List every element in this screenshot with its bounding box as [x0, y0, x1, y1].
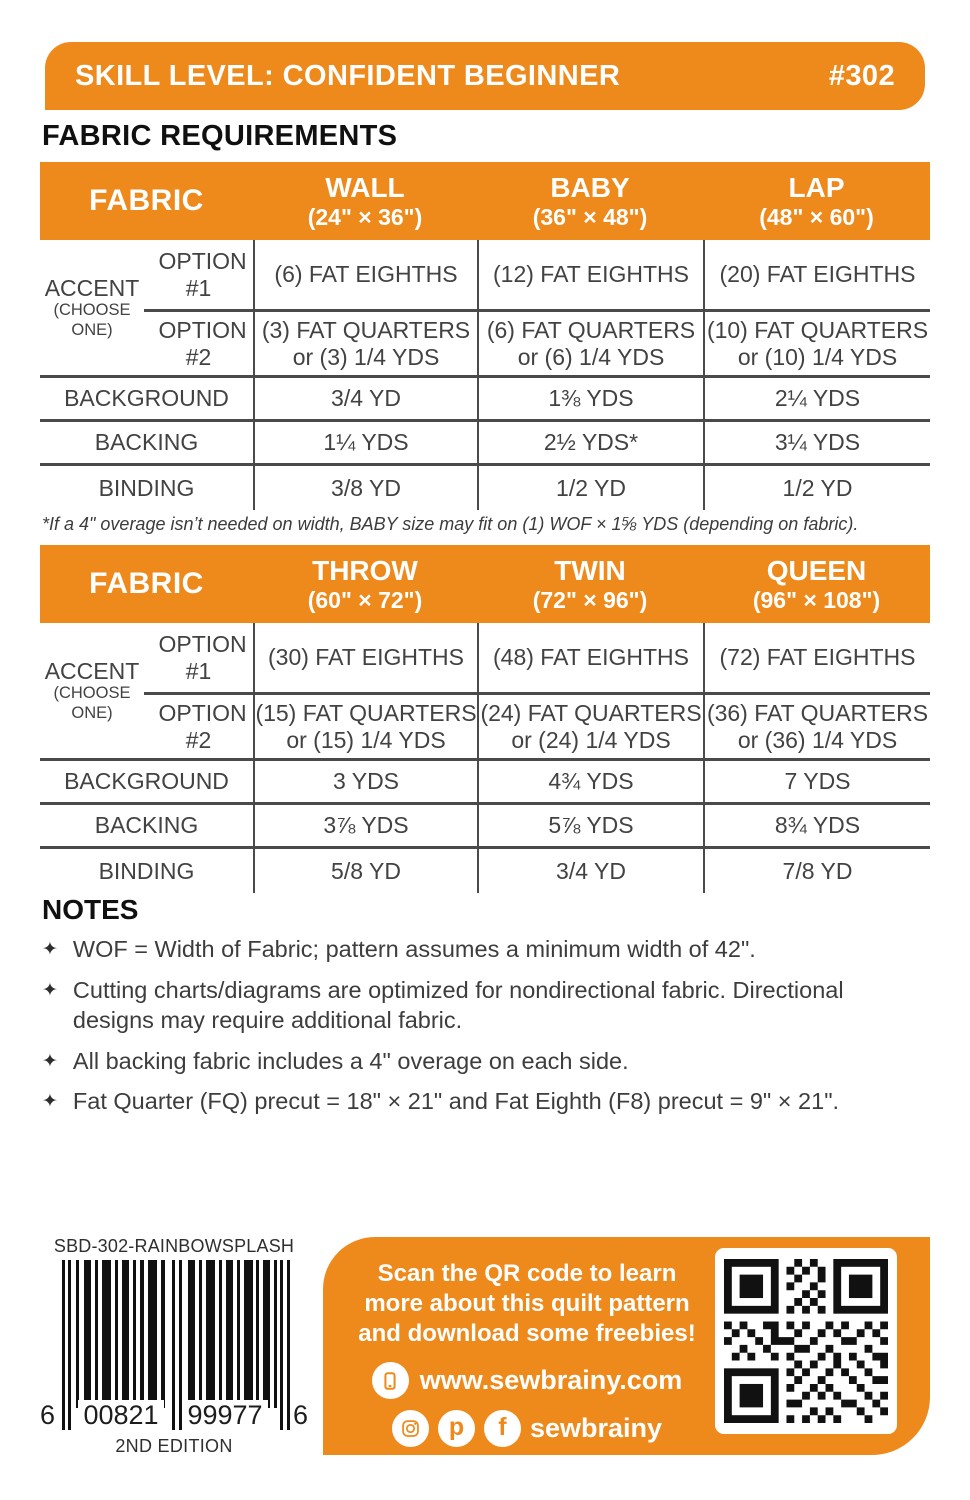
row-label-accent — [40, 240, 144, 378]
website-row — [339, 1362, 715, 1399]
table-cell: 1/2 YD — [703, 466, 930, 510]
size-name: BABY — [550, 171, 630, 203]
star-bullet-icon: ✦ — [42, 1090, 58, 1113]
column-header-wall — [253, 162, 477, 240]
note-item: ✦ All backing fabric includes a 4" overage on each side. — [42, 1046, 922, 1077]
skill-level-bar — [45, 42, 925, 110]
table-cell: (12) FAT EIGHTHS — [477, 240, 703, 312]
accent-label: ACCENT — [44, 657, 140, 684]
table-cell: 2¼ YDS — [703, 378, 930, 422]
accent-sublabel: (CHOOSE ONE) — [53, 301, 131, 339]
row-label-binding: BINDING — [98, 474, 195, 501]
website-text: www.sewbrainy.com — [419, 1365, 683, 1395]
skill-level-text: SKILL LEVEL: CONFIDENT BEGINNER — [75, 59, 621, 92]
table-cell: (10) FAT QUARTERS or (10) 1/4 YDS — [703, 312, 930, 378]
qr-code — [715, 1248, 897, 1434]
table-cell: (15) FAT QUARTERS or (15) 1/4 YDS — [253, 695, 477, 761]
table-cell: (36) FAT QUARTERS or (36) 1/4 YDS — [703, 695, 930, 761]
star-bullet-icon: ✦ — [42, 978, 58, 1001]
row-label-background: BACKGROUND — [40, 378, 253, 422]
size-dims: (48" × 60") — [759, 203, 874, 230]
fabric-table-small-sizes — [40, 162, 930, 510]
table-cell: 7 YDS — [703, 761, 930, 805]
column-header-lap — [703, 162, 930, 240]
instagram-icon — [392, 1410, 429, 1447]
social-row — [339, 1410, 715, 1447]
row-label-option2: OPTION #2 — [144, 312, 253, 378]
notes-title: NOTES — [42, 894, 139, 925]
table-cell: (20) FAT EIGHTHS — [703, 240, 930, 312]
table-cell: 3⅞ YDS — [253, 805, 477, 849]
table-cell: 5/8 YD — [253, 849, 477, 893]
star-bullet-icon: ✦ — [42, 938, 58, 960]
edition-label: 2ND EDITION — [115, 1436, 233, 1456]
table-cell: 3/8 YD — [253, 466, 477, 510]
promo-box — [323, 1237, 930, 1455]
star-bullet-icon: ✦ — [42, 1049, 58, 1072]
table-cell: 5⅞ YDS — [477, 805, 703, 849]
table-cell: 8¾ YDS — [703, 805, 930, 849]
size-name: THROW — [312, 554, 418, 586]
note-item: ✦ Cutting charts/diagrams are optimized for nondirectional fabric. Directional designs may require additional fabric. — [42, 975, 922, 1036]
table-cell: (24) FAT QUARTERS or (24) 1/4 YDS — [477, 695, 703, 761]
promo-heading: Scan the QR code to learn more about this quilt pattern and download some freebies! — [358, 1260, 696, 1347]
row-label-backing: BACKING — [40, 805, 253, 849]
table-cell: 3 YDS — [253, 761, 477, 805]
table-cell: (6) FAT QUARTERS or (6) 1/4 YDS — [477, 312, 703, 378]
size-dims: (24" × 36") — [307, 203, 423, 230]
barcode-digits: 6 00821 99977 6 — [40, 1400, 308, 1430]
size-dims: (60" × 72") — [307, 586, 423, 613]
row-label-option1: OPTION #1 — [144, 240, 253, 312]
row-label-option1: OPTION #1 — [144, 623, 253, 695]
baby-size-footnote: *If a 4" overage isn’t needed on width, BABY size may fit on (1) WOF × 1⅝ YDS (depending on fabric). — [42, 514, 859, 534]
accent-label: ACCENT — [44, 274, 140, 301]
table-cell: (30) FAT EIGHTHS — [253, 623, 477, 695]
phone-icon — [372, 1362, 409, 1399]
column-header-throw — [253, 545, 477, 623]
sku-label: SBD-302-RAINBOWSPLASH — [53, 1236, 295, 1256]
table-cell: (3) FAT QUARTERS or (3) 1/4 YDS — [253, 312, 477, 378]
table-cell: (72) FAT EIGHTHS — [703, 623, 930, 695]
size-dims: (96" × 108") — [752, 586, 881, 613]
table-cell: (6) FAT EIGHTHS — [253, 240, 477, 312]
column-header-fabric: FABRIC — [40, 162, 253, 240]
barcode — [40, 1260, 308, 1434]
qr-code-pattern — [724, 1259, 888, 1423]
row-label-backing: BACKING — [40, 422, 253, 466]
row-label-option2: OPTION #2 — [144, 695, 253, 761]
note-item: ✦ Fat Quarter (FQ) precut = 18" × 21" and Fat Eighth (F8) precut = 9" × 21". — [42, 1086, 922, 1117]
size-dims: (36" × 48") — [532, 203, 648, 230]
table-cell: 3/4 YD — [477, 849, 703, 893]
barcode-block — [40, 1236, 308, 1457]
table-cell: 7/8 YD — [703, 849, 930, 893]
fabric-table-large-sizes — [40, 545, 930, 893]
note-item: ✦ WOF = Width of Fabric; pattern assumes a minimum width of 42". — [42, 934, 922, 965]
column-header-fabric: FABRIC — [40, 545, 253, 623]
table-cell: 1⅜ YDS — [477, 378, 703, 422]
pattern-number: #302 — [828, 59, 895, 92]
size-name: TWIN — [554, 554, 626, 586]
table-cell: 3/4 YD — [253, 378, 477, 422]
row-label-background: BACKGROUND — [40, 761, 253, 805]
accent-sublabel: (CHOOSE ONE) — [53, 684, 131, 722]
social-handle-text: sewbrainy — [529, 1413, 663, 1443]
table-cell: 4¾ YDS — [477, 761, 703, 805]
column-header-twin — [477, 545, 703, 623]
size-name: QUEEN — [766, 554, 867, 586]
notes-section — [42, 894, 922, 1127]
table-cell: 3¼ YDS — [703, 422, 930, 466]
facebook-icon: f — [484, 1410, 521, 1447]
column-header-queen — [703, 545, 930, 623]
size-name: WALL — [325, 171, 405, 203]
table-cell: 1/2 YD — [477, 466, 703, 510]
row-label-binding: BINDING — [98, 857, 195, 884]
table-cell: 2½ YDS* — [477, 422, 703, 466]
promo-text — [339, 1259, 715, 1447]
size-name: LAP — [788, 171, 845, 203]
table-cell: 1¼ YDS — [253, 422, 477, 466]
fabric-requirements-title: FABRIC REQUIREMENTS — [42, 120, 398, 152]
size-dims: (72" × 96") — [532, 586, 648, 613]
row-label-accent — [40, 623, 144, 761]
table-cell: (48) FAT EIGHTHS — [477, 623, 703, 695]
pinterest-icon: p — [438, 1410, 475, 1447]
column-header-baby — [477, 162, 703, 240]
